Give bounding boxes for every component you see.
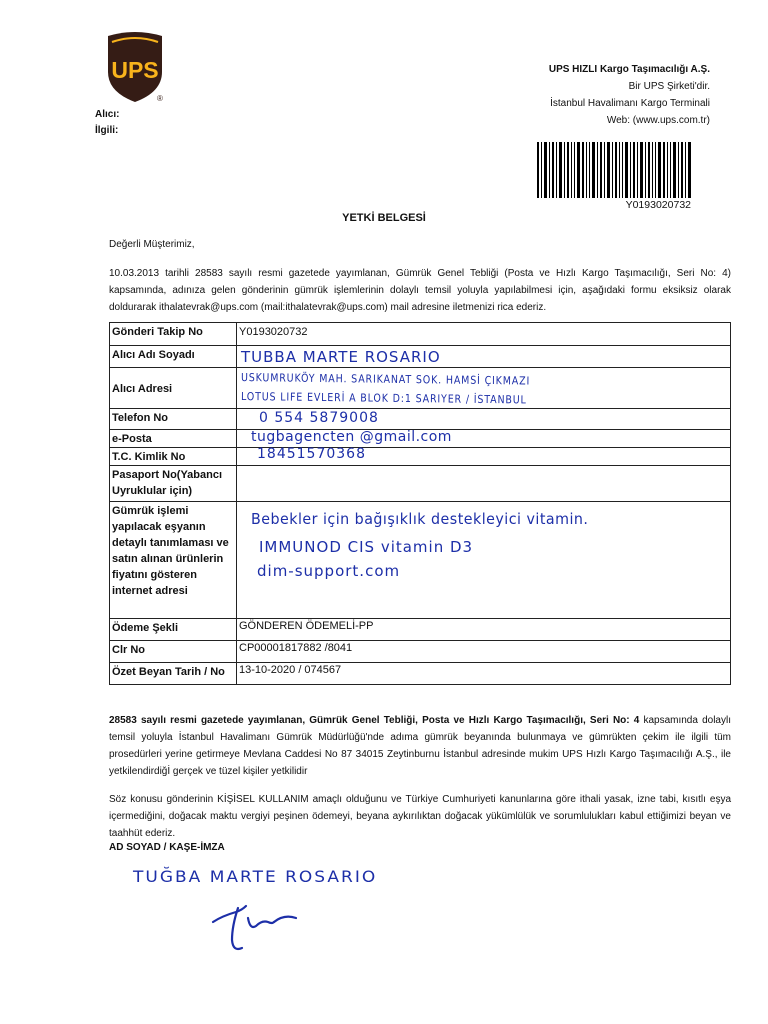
description-value-cell bbox=[237, 502, 731, 619]
table-row bbox=[110, 641, 731, 663]
email-value: tugbagencten @gmail.com bbox=[251, 429, 452, 445]
recipient-labels bbox=[95, 107, 119, 139]
barcode-bars bbox=[537, 142, 691, 198]
table-row bbox=[110, 663, 731, 685]
phone-label: Telefon No bbox=[110, 409, 237, 430]
table-row bbox=[110, 368, 731, 409]
tracking-value: Y0193020732 bbox=[239, 326, 308, 338]
address-label: Alıcı Adresi bbox=[110, 368, 237, 409]
email-value-cell bbox=[237, 430, 731, 448]
clr-label: Clr No bbox=[110, 641, 237, 663]
company-name: UPS HIZLI Kargo Taşımacılığı A.Ş. bbox=[548, 64, 710, 75]
table-row bbox=[110, 448, 731, 466]
address-line-2: LOTUS LIFE EVLERİ A BLOK D:1 SARIYER / İSTANBUL bbox=[240, 390, 527, 407]
tc-value-cell bbox=[237, 448, 731, 466]
tc-value: 18451570368 bbox=[257, 446, 366, 462]
company-subtitle: Bir UPS Şirketi'dir. bbox=[628, 81, 710, 92]
address-line-1: USKUMRUKÖY MAH. SARIKANAT SOK. HAMSİ ÇIKMAZI bbox=[240, 371, 531, 388]
ups-logo-text: UPS bbox=[111, 57, 159, 83]
description-line-3: dim-support.com bbox=[257, 562, 401, 580]
table-row bbox=[110, 619, 731, 641]
payment-value: GÖNDEREN ÖDEMELİ-PP bbox=[239, 620, 374, 632]
table-row bbox=[110, 409, 731, 430]
barcode bbox=[537, 142, 691, 198]
description-line-2: IMMUNOD CIS vitamin D3 bbox=[259, 538, 474, 556]
ups-shield-icon bbox=[104, 30, 166, 104]
summary-value: 13-10-2020 / 074567 bbox=[239, 664, 342, 676]
table-row bbox=[110, 502, 731, 619]
name-value-cell bbox=[237, 346, 731, 368]
company-web: Web: (www.ups.com.tr) bbox=[606, 115, 710, 126]
summary-label: Özet Beyan Tarih / No bbox=[110, 663, 237, 685]
document-title: YETKİ BELGESİ bbox=[342, 212, 426, 224]
address-value-cell bbox=[237, 368, 731, 409]
registered-mark: ® bbox=[157, 94, 163, 103]
company-terminal: İstanbul Havalimanı Kargo Terminali bbox=[550, 98, 710, 109]
legal-text: kapsamında dolaylı temsil yoluyla İstanbul Havalimanı Gümrük Müdürlüğü'nde adıma gümrük beyanında bulunmaya ve gümrükten çekim ile ilgili tüm prosedürleri yerine getirmeye Mevlana Caddesi No 87 34015 Zeytinburnu İstanbul adresinde mukim UPS Hızlı Kargo Taşımacılığı A.Ş., ile yetkilendirdiğİ gerçek ve tüzel kişiler yetkilidir bbox=[109, 715, 731, 777]
statement-paragraph: Söz konusu gönderinin KİŞİSEL KULLANIM amaçlı olduğunu ve Türkiye Cumhuriyeti kanunlarına göre ithali yasak, izne tabi, kısıtlı eşya içermediğini, doğacak maktu vergiyi peşinen ödemeyi, beyana aykırılıktan doğacak yükümlülük ve sorumlulukları kabul ettiğimizi beyan ve taahhüt ederiz. bbox=[109, 794, 731, 839]
tracking-value-cell bbox=[237, 323, 731, 346]
email-label: e-Posta bbox=[110, 430, 237, 448]
signature-icon bbox=[208, 900, 318, 960]
tracking-label: Gönderi Takip No bbox=[110, 323, 237, 346]
authorization-form-table bbox=[109, 322, 731, 685]
phone-value-cell bbox=[237, 409, 731, 430]
related-label: İlgili: bbox=[95, 125, 119, 136]
table-row bbox=[110, 323, 731, 346]
passport-label: Pasaport No(Yabancı Uyruklular için) bbox=[110, 466, 237, 502]
summary-value-cell bbox=[237, 663, 731, 685]
legal-paragraph bbox=[109, 712, 731, 780]
signature-label: AD SOYAD / KAŞE-İMZA bbox=[109, 842, 225, 853]
handwritten-name: TUĞBA MARTE ROSARIO bbox=[133, 867, 378, 887]
phone-value: 0 554 5879008 bbox=[259, 410, 379, 426]
recipient-label: Alıcı: bbox=[95, 109, 120, 120]
table-row bbox=[110, 430, 731, 448]
payment-label: Ödeme Şekli bbox=[110, 619, 237, 641]
table-row bbox=[110, 346, 731, 368]
passport-value-cell bbox=[237, 466, 731, 502]
signature bbox=[208, 900, 318, 960]
barcode-number: Y0193020732 bbox=[625, 199, 691, 211]
payment-value-cell bbox=[237, 619, 731, 641]
name-label: Alıcı Adı Soyadı bbox=[110, 346, 237, 368]
legal-bold-text: 28583 sayılı resmi gazetede yayımlanan, Gümrük Genel Tebliği, Posta ve Hızlı Kargo Taşımacılığı, Seri No: 4 bbox=[109, 715, 640, 726]
table-row bbox=[110, 466, 731, 502]
ups-logo bbox=[104, 30, 166, 104]
clr-value: CP00001817882 /8041 bbox=[239, 642, 353, 654]
tc-label: T.C. Kimlik No bbox=[110, 448, 237, 466]
greeting: Değerli Müşterimiz, bbox=[109, 239, 195, 250]
name-value: TUBBA MARTE ROSARIO bbox=[241, 348, 441, 366]
intro-paragraph: 10.03.2013 tarihli 28583 sayılı resmi gazetede yayımlanan, Gümrük Genel Tebliği (Posta ve Hızlı Kargo Taşımacılığı, Seri No: 4) kapsamında, adınıza gelen gönderinin gümrük işlemlerinin dolaylı temsil yoluyla yapılabilmesi için, aşağıdaki formu eksiksiz olarak doldurarak ithalatevrak@ups.com (mail:ithalatevrak@ups.com) mail adresine iletmenizi rica ederiz. bbox=[109, 268, 731, 313]
clr-value-cell bbox=[237, 641, 731, 663]
description-line-1: Bebekler için bağışıklık destekleyici vitamin. bbox=[251, 510, 589, 528]
description-label: Gümrük işlemi yapılacak eşyanın detaylı tanımlaması ve satın alınan ürünlerin fiyatını gösteren internet adresi bbox=[110, 502, 237, 619]
company-info bbox=[410, 61, 710, 129]
